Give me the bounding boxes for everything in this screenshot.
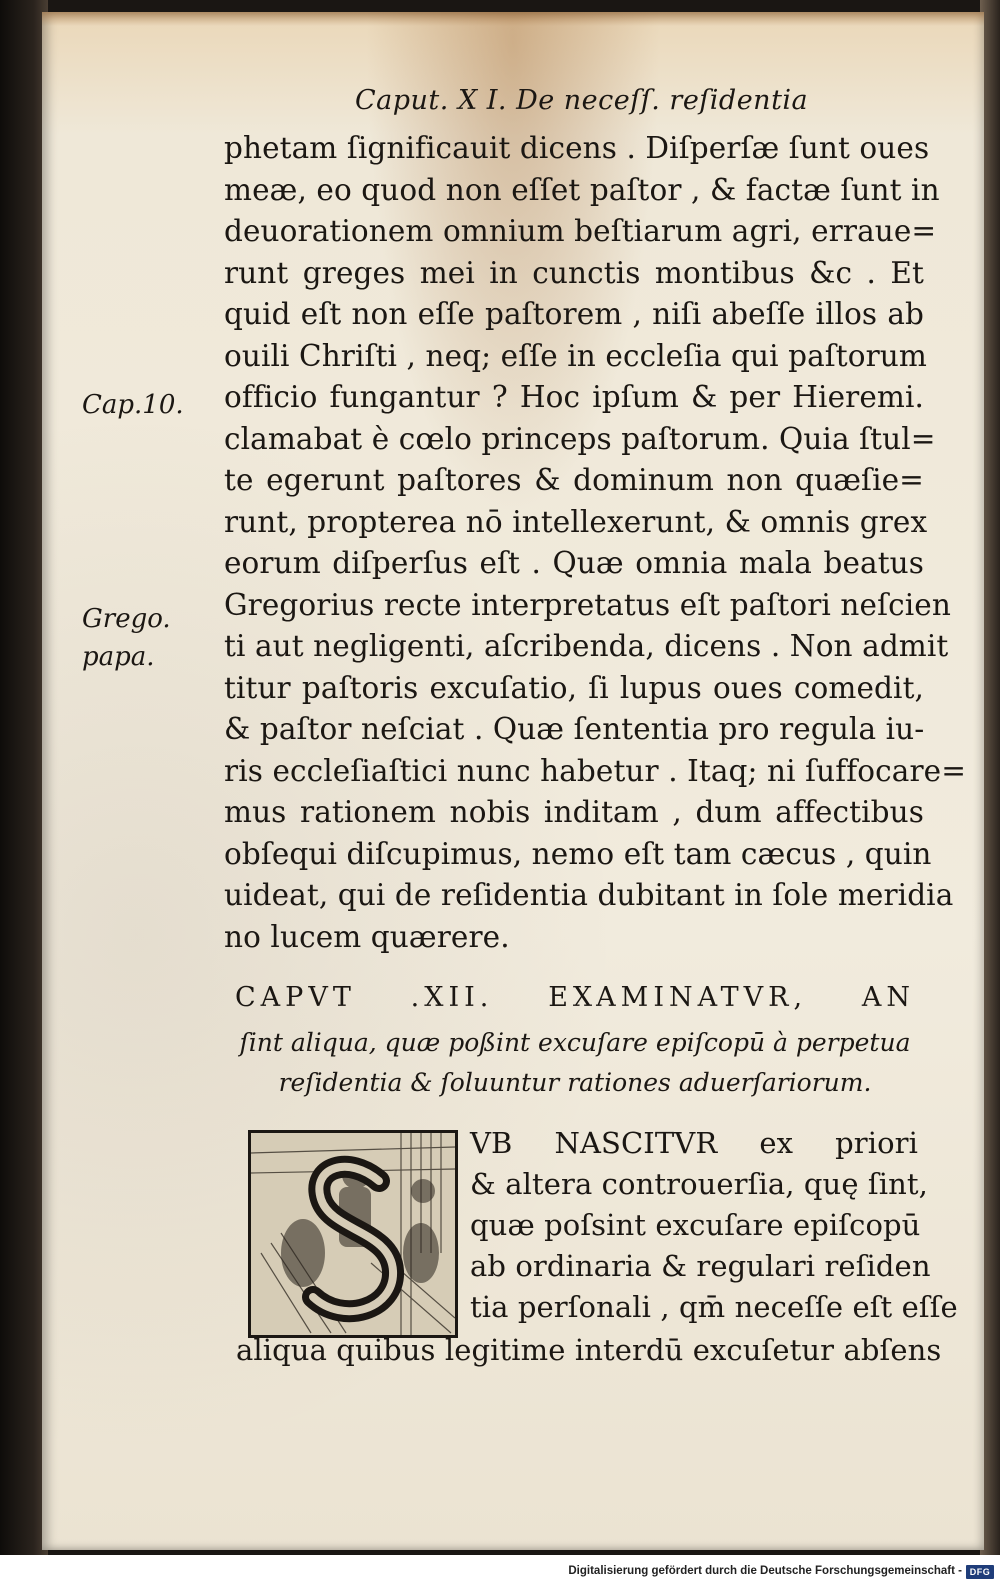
text-line: ris eccleſiaſtici nunc habetur . Itaq; ni ſuffocare=: [224, 753, 967, 788]
text-line: & altera controuerſia, quę ſint,: [470, 1167, 928, 1201]
decorated-initial: [248, 1130, 458, 1338]
text-line: runt greges mei in cunctis montibus &c . Et: [224, 255, 924, 290]
text-line: deuorationem omnium beſtiarum agri, erraue=: [224, 214, 937, 248]
margin-note-grego: Grego.: [82, 604, 171, 634]
text-line: clamabat è cœlo princeps paſtorum. Quia ſtul=: [224, 421, 936, 456]
running-head: Caput. X I. De neceſſ. reſidentia: [355, 85, 809, 116]
woodcut-initial-icon: [251, 1133, 455, 1335]
text-line: VB NASCITVR ex priori: [470, 1126, 918, 1160]
body-text: [224, 128, 967, 958]
text-line: uideat, qui de reſidentia dubitant in ſole meridia: [224, 878, 954, 912]
text-line: ti aut negligenti, aſcribenda, dicens . Non admit: [224, 629, 949, 663]
text-line: quæ poſsint excuſare epiſcopū: [470, 1208, 921, 1242]
text-line: ouili Chriſti , neq; eſſe in eccleſia qui paſtorum: [224, 338, 927, 373]
chapter-heading: CAPVT .XII. EXAMINATVR, AN: [235, 982, 915, 1013]
text-line: ab ordinaria & regulari reſiden: [470, 1249, 931, 1283]
text-line: eorum diſperſus eſt . Quæ omnia mala beatus: [224, 546, 924, 580]
text-line: phetam ſignificauit dicens . Diſperſæ ſunt oues: [224, 131, 930, 165]
footer-credit-text: Digitalisierung gefördert durch die Deutsche Forschungsgemeinschaft -: [568, 1565, 962, 1577]
text-line: no lucem quærere.: [224, 919, 510, 954]
margin-note-cap10: Cap.10.: [82, 390, 184, 420]
digitization-footer: [0, 1555, 1000, 1588]
text-line: mus rationem nobis inditam , dum affectibus: [224, 795, 924, 829]
text-line: runt, propterea nō intellexerunt, & omnis grex: [224, 504, 928, 539]
body-text-continued: [236, 1330, 942, 1372]
text-line: aliqua quibus legitime interdū excuſetur abſens: [236, 1333, 942, 1367]
text-line: obſequi diſcupimus, nemo eſt tam cæcus , quin: [224, 836, 932, 871]
text-line: tia perſonali , qm̄ neceſſe eſt eſſe: [470, 1290, 958, 1324]
margin-note-papa: papa.: [82, 642, 155, 672]
text-line: officio fungantur ? Hoc ipſum & per Hieremi.: [224, 380, 924, 414]
text-line: meæ, eo quod non eſſet paſtor , & factæ ſunt in: [224, 172, 940, 207]
initial-adjacent-text: [470, 1123, 958, 1328]
chapter-subtitle-line: ſint aliqua, quæ poßint excuſare epiſcopū à perpetua: [239, 1028, 911, 1057]
text-line: te egerunt paſtores & dominum non quæſie=: [224, 463, 924, 497]
dfg-logo-icon: DFG: [966, 1565, 994, 1579]
text-line: Gregorius recte interpretatus eſt paſtori neſcien: [224, 587, 951, 622]
text-line: titur paſtoris excuſatio, ſi lupus oues comedit,: [224, 670, 924, 705]
text-line: quid eſt non eſſe paſtorem , niſi abeſſe illos ab: [224, 297, 924, 331]
chapter-subtitle-line: reſidentia & ſoluuntur rationes aduerſariorum.: [278, 1068, 872, 1097]
text-line: & paſtor neſciat . Quæ ſententia pro regula iu-: [224, 712, 925, 746]
